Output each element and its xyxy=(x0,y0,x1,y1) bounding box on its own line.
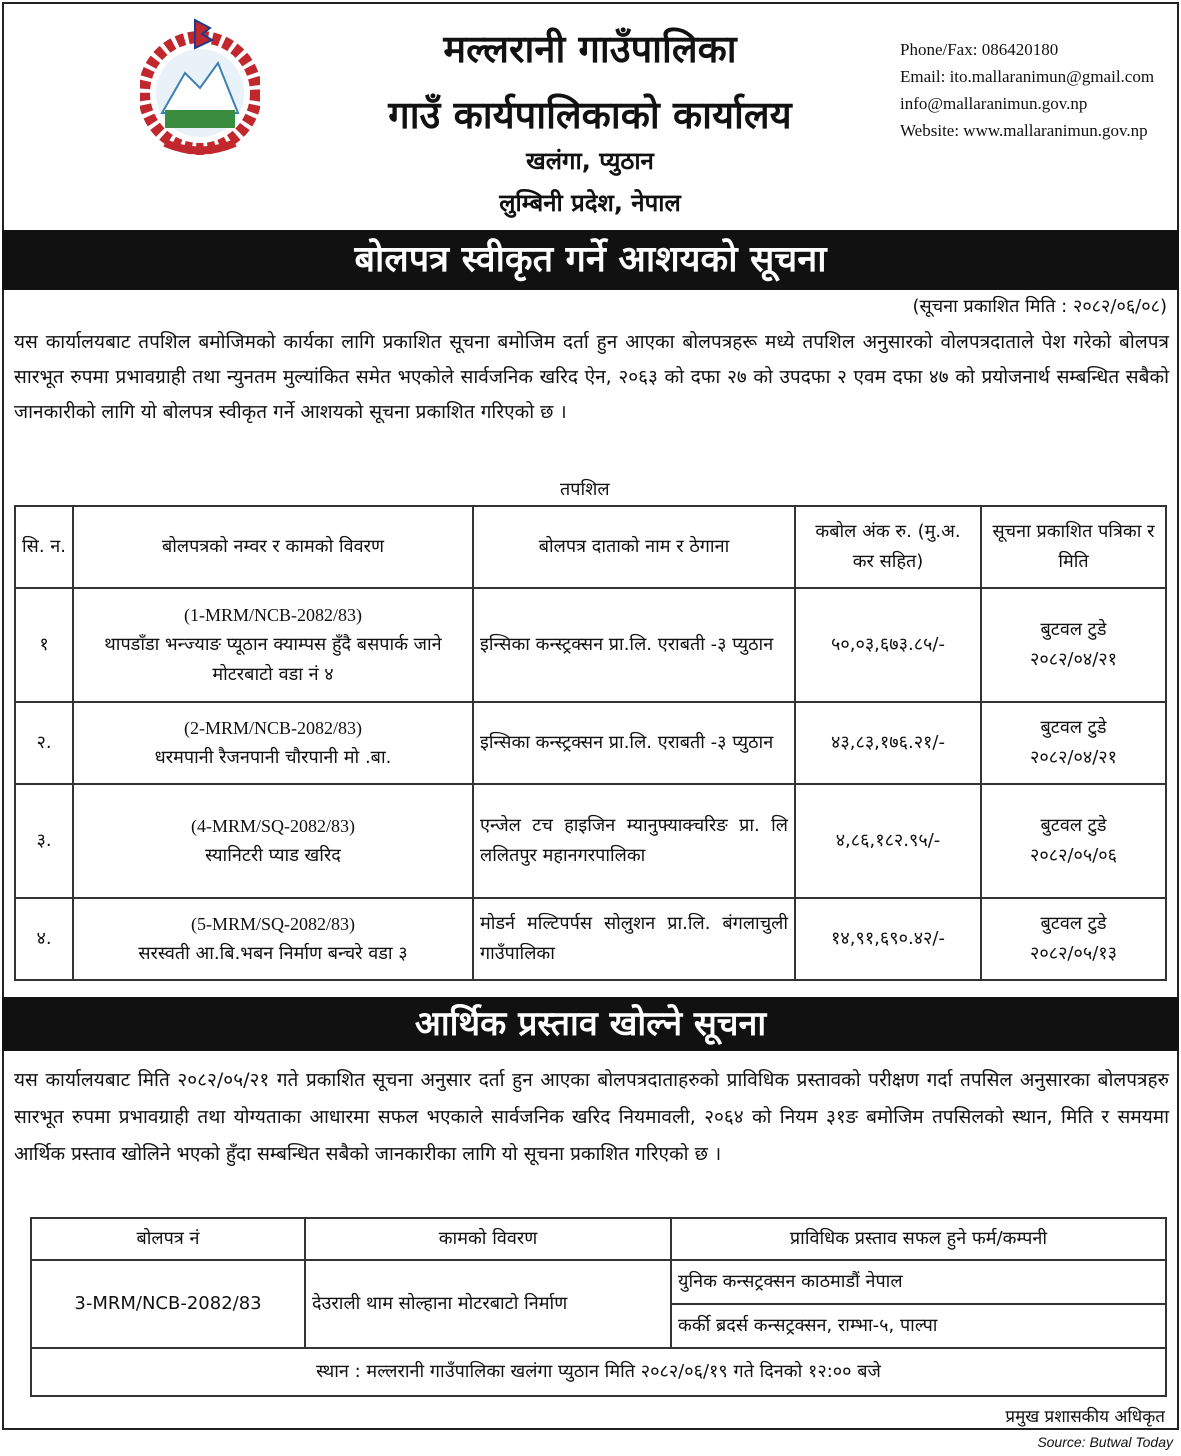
contact-info xyxy=(900,36,1154,144)
office-name: गाउँ कार्यपालिकाको कार्यालय xyxy=(388,93,792,137)
serial: २. xyxy=(15,702,73,784)
bidder: इन्सिका कन्स्ट्रक्सन प्रा.लि. एराबती -३ प्युठान xyxy=(473,702,795,784)
work-description: स्यानिटरी प्याड खरिद xyxy=(205,845,341,866)
publication-date: २०८२/०४/२१ xyxy=(1029,747,1117,768)
email: Email: ito.mallaranimun@gmail.com xyxy=(900,67,1155,86)
table-row xyxy=(15,784,1166,898)
publication-date: २०८२/०५/०६ xyxy=(1029,845,1117,866)
bid-acceptance-table xyxy=(14,505,1167,981)
publication-cell xyxy=(981,702,1166,784)
serial: ३. xyxy=(15,784,73,898)
table-row xyxy=(15,588,1166,702)
work-description: थापडाँडा भन्ज्याङ प्यूठान क्याम्पस हुँदै बसपार्क जाने मोटरबाटो वडा नं ४ xyxy=(104,634,442,685)
province: लुम्बिनी प्रदेश, नेपाल xyxy=(499,189,681,217)
newspaper: बुटवल टुडे xyxy=(1040,619,1107,640)
phone: Phone/Fax: 086420180 xyxy=(900,40,1059,59)
serial: ४. xyxy=(15,898,73,980)
newspaper: बुटवल टुडे xyxy=(1040,913,1107,934)
letterhead xyxy=(0,0,1181,228)
amount: ४,८६,१८२.९५/- xyxy=(795,784,981,898)
location: खलंगा, प्युठान xyxy=(526,147,654,175)
nepal-emblem-logo xyxy=(140,18,260,158)
work-description: धरमपानी रैजनपानी चौरपानी मो .बा. xyxy=(154,747,392,768)
notice1-title: बोलपत्र स्वीकृत गर्ने आशयको सूचना xyxy=(2,230,1179,290)
publication-cell xyxy=(981,898,1166,980)
bid-number: 3-MRM/NCB-2082/83 xyxy=(31,1260,305,1348)
email-alt: info@mallaranimun.gov.np xyxy=(900,94,1088,113)
bid-code: (1-MRM/NCB-2082/83) xyxy=(183,605,362,625)
work-cell xyxy=(73,588,473,702)
financial-opening-table: बोलपत्र नं कामको विवरण प्राविधिक प्रस्ताव सफल हुने फर्म/कम्पनी 3-MRM/NCB-2082/83 देउराली थाम सोल्हाना मोटरबाटो निर्माण युनिक कन्सट्रक्सन काठमाडौं नेपाल कर्की ब्रदर्स कन्सट्रक्सन, राम्भा-५, पाल्पा स्थान : मल्लरानी गाउँपालिका खलंगा प्युठान मिति २०८२/०६/१९ गते दिनको १२:०० बजे xyxy=(30,1217,1167,1397)
notice1-body: यस कार्यालयबाट तपशिल बमोजिमको कार्यका लागि प्रकाशित सूचना बमोजिम दर्ता हुन आएका बोलपत्रहरू मध्ये तपशिल अनुसारको वोलपत्रदाताले पेश गरेको बोलपत्र सारभूत रुपमा प्रभावग्राही तथा न्युनतम मुल्यांकित समेत भएकोले सार्वजनिक खरिद ऐन, २०६३ को दफा २७ को उपदफा २ एवम दफा ४७ को प्रयोजनार्थ सम्बन्धित सबैको जानकारीको लागि यो बोलपत्र स्वीकृत गर्ने आशयको सूचना प्रकाशित गरिएको छ । xyxy=(14,331,1169,423)
serial: १ xyxy=(15,588,73,702)
newspaper: बुटवल टुडे xyxy=(1040,815,1107,836)
publication-cell xyxy=(981,784,1166,898)
source: Source: Butwal Today xyxy=(1037,1434,1173,1450)
signature: प्रमुख प्रशासकीय अधिकृत xyxy=(1005,1407,1165,1427)
bidder: इन्सिका कन्स्ट्रक्सन प्रा.लि. एराबती -३ प्युठान xyxy=(473,588,795,702)
venue-time: स्थान : मल्लरानी गाउँपालिका खलंगा प्युठान मिति २०८२/०६/१९ गते दिनको १२:०० बजे xyxy=(31,1348,1166,1396)
publication-date: २०८२/०५/१३ xyxy=(1029,943,1117,964)
bid-code: (4-MRM/SQ-2082/83) xyxy=(190,816,355,836)
bidder: एन्जेल टच हाइजिन म्यानुफ्याक्चरिङ प्रा. लि ललितपुर महानगरपालिका xyxy=(473,784,795,898)
notice2-body: यस कार्यालयबाट मिति २०८२/०५/२१ गते प्रकाशित सूचना अनुसार दर्ता हुन आएका बोलपत्रदाताहरुको प्राविधिक प्रस्तावको परीक्षण गर्दा तपसिल अनुसारका बोलपत्रहरु सारभूत रुपमा प्रभावग्राही तथा योग्यताका आधारमा सफल भएकाले सार्वजनिक खरिद नियमावली, २०६४ को नियम ३१ङ बमोजिम तपसिलको स्थान, मिति र समयमा आर्थिक प्रस्ताव खोलिने भएको हुँदा सम्बन्धित सबैको जानकारीका लागि यो सूचना प्रकाशित गरिएको छ । xyxy=(14,1069,1169,1165)
work-cell xyxy=(73,702,473,784)
bid-code: (2-MRM/NCB-2082/83) xyxy=(183,718,362,738)
amount: ५०,०३,६७३.८५/- xyxy=(795,588,981,702)
publication-date: २०८२/०४/२१ xyxy=(1029,649,1117,670)
notice2-title: आर्थिक प्रस्ताव खोल्ने सूचना xyxy=(2,997,1179,1051)
table-row xyxy=(15,702,1166,784)
work-description: सरस्वती आ.बि.भबन निर्माण बन्चरे वडा ३ xyxy=(138,943,408,964)
firm: कर्की ब्रदर्स कन्सट्रक्सन, राम्भा-५, पाल्पा xyxy=(671,1304,1166,1348)
table-caption: तपशिल xyxy=(560,479,610,500)
amount: ४३,८३,१७६.२१/- xyxy=(795,702,981,784)
table-header: सि. न. बोलपत्रको नम्वर र कामको विवरण बोलपत्र दाताको नाम र ठेगाना कबोल अंक रु. (मु.अ. कर सहित) सूचना प्रकाशित पत्रिका र मिति xyxy=(15,506,1166,588)
publication-cell xyxy=(981,588,1166,702)
org-name: मल्लरानी गाउँपालिका xyxy=(443,27,737,71)
published-date: (सूचना प्रकाशित मिति : २०८२/०६/०८) xyxy=(912,296,1167,317)
amount: १४,९१,६९०.४२/- xyxy=(795,898,981,980)
bid-code: (5-MRM/SQ-2082/83) xyxy=(190,914,355,934)
work-description: देउराली थाम सोल्हाना मोटरबाटो निर्माण xyxy=(305,1260,671,1348)
newspaper: बुटवल टुडे xyxy=(1040,717,1107,738)
firm: युनिक कन्सट्रक्सन काठमाडौं नेपाल xyxy=(671,1260,1166,1304)
table-row xyxy=(15,898,1166,980)
bidder: मोडर्न मल्टिपर्पस सोलुशन प्रा.लि. बंगलाचुली गाउँपालिका xyxy=(473,898,795,980)
work-cell xyxy=(73,898,473,980)
work-cell xyxy=(73,784,473,898)
website: Website: www.mallaranimun.gov.np xyxy=(900,121,1148,140)
